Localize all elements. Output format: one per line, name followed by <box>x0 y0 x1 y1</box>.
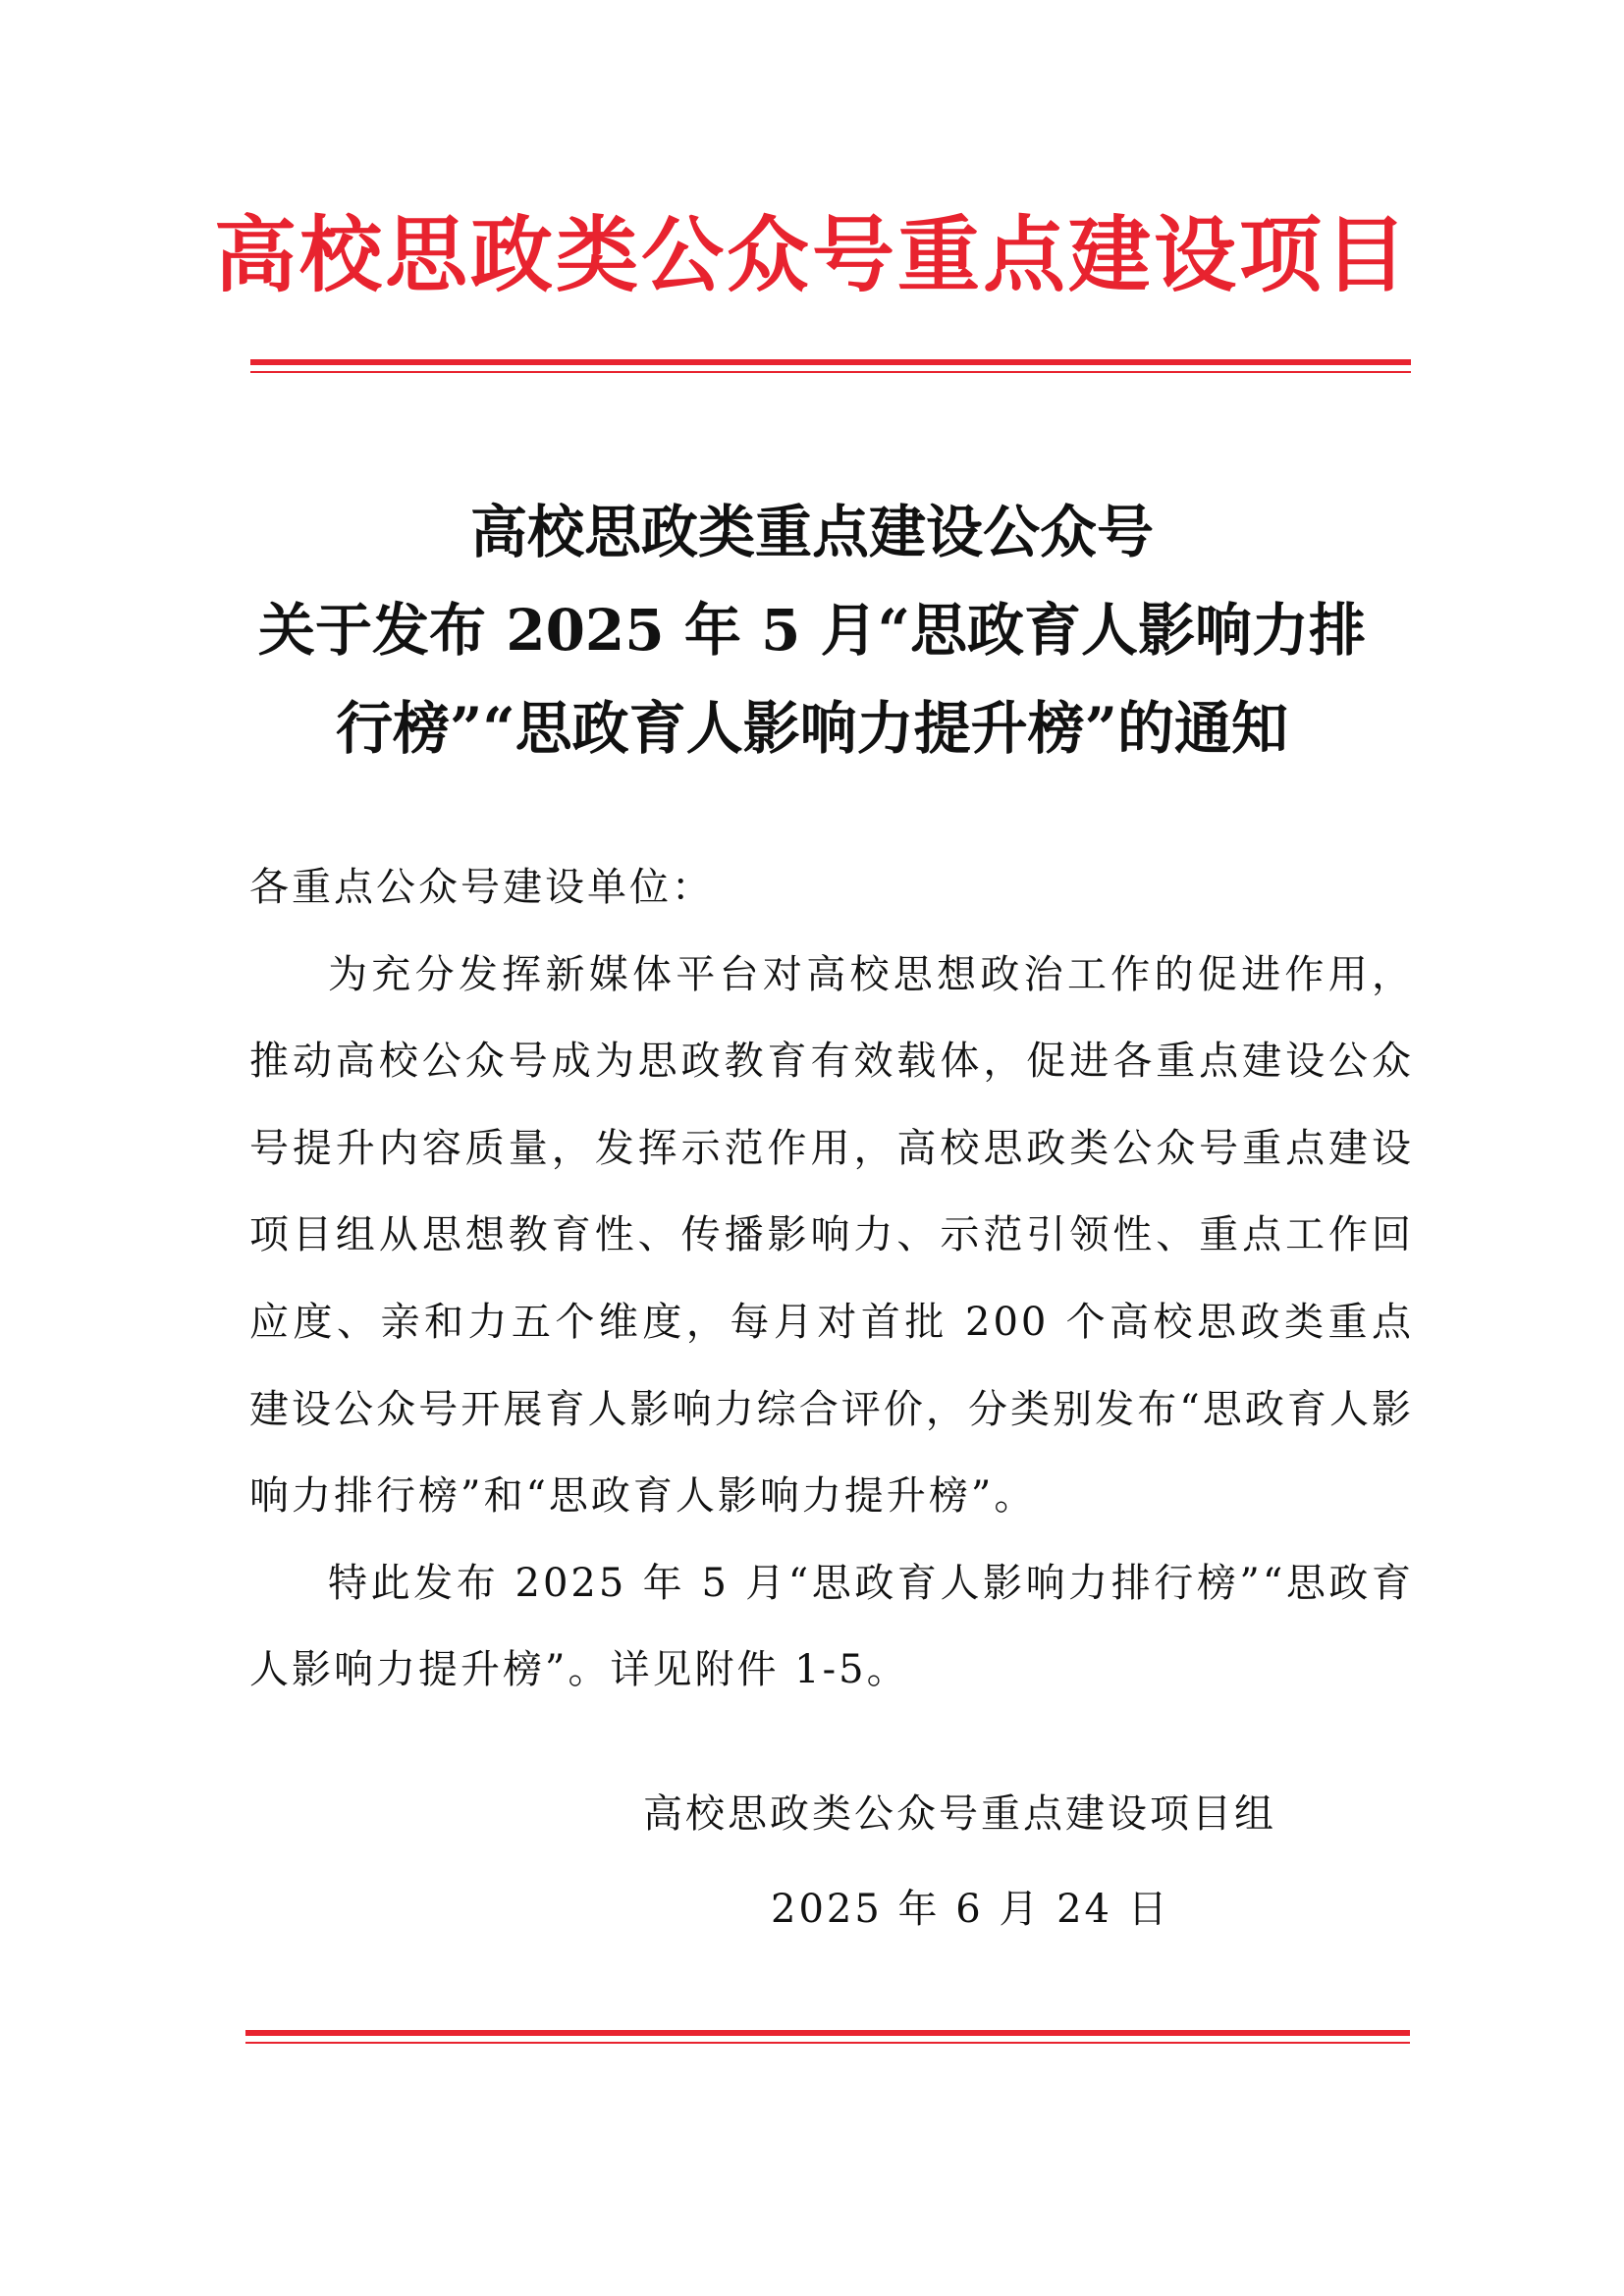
signature-date: 2025 年 6 月 24 日 <box>771 1887 1170 1932</box>
notice-title-line-2: 关于发布 2025 年 5 月“思政育人影响力排 <box>258 597 1366 664</box>
red-header-title: 高校思政类公众号重点建设项目 <box>213 206 1410 303</box>
signature-organization: 高校思政类公众号重点建设项目组 <box>643 1791 1276 1837</box>
body-paragraph-1: 为充分发挥新媒体平台对高校思想政治工作的促进作用，推动高校公众号成为思政教育有效载体，促进各重点建设公众号提升内容质量，发挥示范作用，高校思政类公众号重点建设项目组从思想教育性、传播影响力、示范引领性、重点工作回应度、亲和力五个维度，每月对首批 200 个高校思政类重点建设公众号开展育人影响力综合评价，分类别发布“思政育人影响力排行榜”和“思政育人影响力提升榜”。 <box>249 951 1414 1520</box>
salutation: 各重点公众号建设单位： <box>249 865 714 910</box>
rule-thin-line <box>245 2042 1410 2044</box>
notice-body <box>249 844 1414 1714</box>
notice-title <box>0 483 1624 777</box>
notice-title-line-1: 高校思政类重点建设公众号 <box>469 499 1154 565</box>
header-double-rule <box>250 359 1411 373</box>
notice-title-line-3: 行榜”“思政育人影响力提升榜”的通知 <box>335 695 1289 762</box>
rule-thin-line <box>250 371 1411 373</box>
footer-double-rule <box>245 2030 1410 2044</box>
body-paragraph-2: 特此发布 2025 年 5 月“思政育人影响力排行榜”“思政育人影响力提升榜”。详见附件 1-5。 <box>249 1560 1414 1693</box>
